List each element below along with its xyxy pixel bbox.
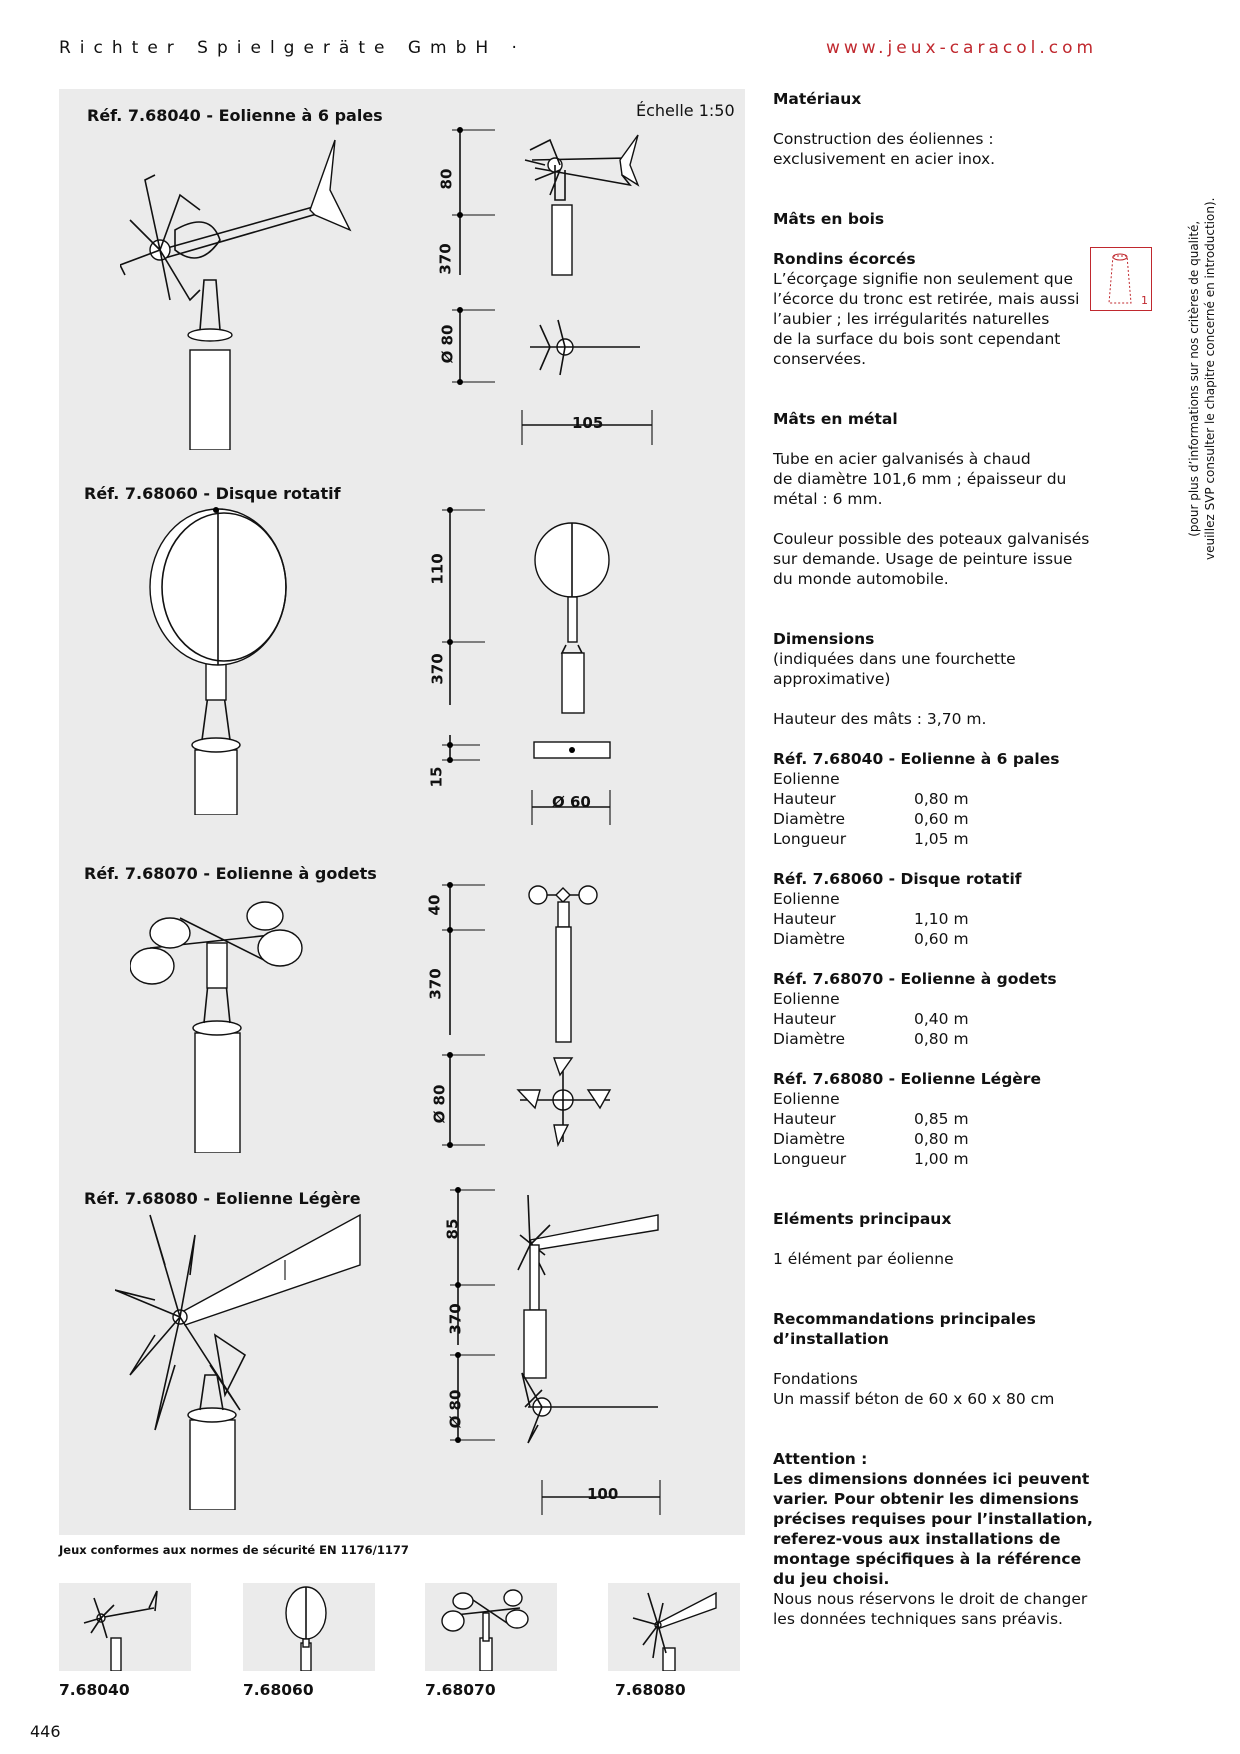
thumbnail-68080[interactable]: [608, 1583, 740, 1671]
thumbnail-label-68070: 7.68070: [425, 1681, 496, 1699]
install-heading-line: d’installation: [773, 1330, 889, 1348]
logs-text-line: L’écorçage signifie non seulement que: [773, 270, 1074, 288]
attention-line: montage spécifiques à la référence: [773, 1550, 1082, 1568]
sidenote-line: (pour plus d’informations sur nos critères de qualité,: [1187, 220, 1201, 537]
dim-thickness-15: 15: [427, 766, 446, 788]
spec-sub: Eolienne: [773, 1090, 840, 1108]
dim-diameter-80: Ø 80: [446, 1389, 465, 1429]
spec-title-68040: Réf. 7.68040 - Eolienne à 6 pales: [773, 750, 1060, 768]
cup-anemometer-tech-drawing: [430, 880, 670, 1160]
thumbnail-label-68060: 7.68060: [243, 1681, 314, 1699]
dim-height-80: 80: [437, 168, 456, 190]
thumbnail-68080-image: [608, 1583, 740, 1671]
spec-row: Hauteur 1,10 m: [773, 910, 969, 928]
windmill-6-blades-tech-drawing: [440, 120, 680, 450]
attention-line: varier. Pour obtenir les dimensions: [773, 1490, 1079, 1508]
thumbnail-68040-image: [59, 1583, 191, 1671]
logs-heading: Rondins écorcés: [773, 250, 916, 268]
dim-diameter-80: Ø 80: [430, 1084, 449, 1124]
install-text-line: Fondations: [773, 1370, 858, 1388]
thumbnail-68060-image: [243, 1583, 375, 1671]
page-number: 446: [30, 1722, 61, 1741]
rotating-disc-tech-drawing: [430, 505, 670, 835]
install-heading-line: Recommandations principales: [773, 1310, 1036, 1328]
light-windmill-perspective: [115, 1205, 365, 1510]
color-text-line: Couleur possible des poteaux galvanisés: [773, 530, 1090, 548]
thumbnail-label-68080: 7.68080: [615, 1681, 686, 1699]
spec-title-68080: Réf. 7.68080 - Eolienne Légère: [773, 1070, 1041, 1088]
windmill-6-blades-perspective: [120, 130, 360, 450]
dim-length-100: 100: [587, 1485, 619, 1503]
sidenote-line: veuillez SVP consulter le chapitre concerné en introduction).: [1203, 197, 1217, 560]
spec-sub: Eolienne: [773, 770, 840, 788]
wood-masts-heading: Mâts en bois: [773, 210, 885, 228]
website-url[interactable]: www.jeux-caracol.com: [826, 38, 1098, 58]
dim-diameter-80: Ø 80: [438, 324, 457, 364]
spec-row: Longueur 1,00 m: [773, 1150, 969, 1168]
attention-line: Attention :: [773, 1450, 868, 1468]
attention-note-line: les données techniques sans préavis.: [773, 1610, 1063, 1628]
logs-text-line: conservées.: [773, 350, 867, 368]
color-text-line: du monde automobile.: [773, 570, 949, 588]
company-name: Richter Spielgeräte GmbH ·: [59, 38, 526, 58]
ref-title-68080: Réf. 7.68080 - Eolienne Légère: [84, 1189, 361, 1208]
light-windmill-tech-drawing: [430, 1185, 680, 1515]
attention-line: Les dimensions données ici peuvent: [773, 1470, 1090, 1488]
attention-note-line: Nous nous réservons le droit de changer: [773, 1590, 1088, 1608]
logs-text-line: de la surface du bois sont cependant: [773, 330, 1061, 348]
dim-length-105: 105: [572, 414, 604, 432]
dim-diameter-60: Ø 60: [552, 793, 591, 811]
spec-row: Hauteur 0,80 m: [773, 790, 969, 808]
dim-height-110: 110: [428, 553, 447, 585]
materials-text-2: exclusivement en acier inox.: [773, 150, 996, 168]
spec-row: Diamètre 0,60 m: [773, 930, 969, 948]
dim-mast-370: 370: [446, 1303, 465, 1335]
thumbnail-label-68040: 7.68040: [59, 1681, 130, 1699]
dimensions-sub-line: (indiquées dans une fourchette: [773, 650, 1016, 668]
main-elements-text: 1 élément par éolienne: [773, 1250, 954, 1268]
metal-text-line: métal : 6 mm.: [773, 490, 883, 508]
materials-text-1: Construction des éoliennes :: [773, 130, 994, 148]
dimensions-heading: Dimensions: [773, 630, 875, 648]
logs-text-line: l’aubier ; les irrégularités naturelles: [773, 310, 1050, 328]
metal-text-line: de diamètre 101,6 mm ; épaisseur du: [773, 470, 1067, 488]
quality-criteria-sidenote: [1186, 198, 1218, 560]
spec-row: Longueur 1,05 m: [773, 830, 969, 848]
dimensions-sub-line: approximative): [773, 670, 891, 688]
spec-sub: Eolienne: [773, 890, 840, 908]
cup-anemometer-perspective: [130, 888, 310, 1153]
scale-label: Échelle 1:50: [636, 101, 735, 120]
ref-title-68070: Réf. 7.68070 - Eolienne à godets: [84, 864, 377, 883]
attention-line: referez-vous aux installations de: [773, 1530, 1061, 1548]
spec-row: Diamètre 0,60 m: [773, 810, 969, 828]
spec-row: Diamètre 0,80 m: [773, 1130, 969, 1148]
logs-text-line: l’écorce du tronc est retirée, mais aussi: [773, 290, 1080, 308]
attention-line: du jeu choisi.: [773, 1570, 890, 1588]
dim-mast-370: 370: [428, 653, 447, 685]
materials-heading: Matériaux: [773, 90, 862, 108]
ref-title-68040: Réf. 7.68040 - Eolienne à 6 pales: [87, 106, 383, 125]
icon-number: 1: [1141, 294, 1148, 307]
spec-row: Hauteur 0,40 m: [773, 1010, 969, 1028]
dim-height-40: 40: [425, 894, 444, 916]
thumbnail-68070[interactable]: [425, 1583, 557, 1671]
color-text-line: sur demande. Usage de peinture issue: [773, 550, 1073, 568]
debarked-log-icon-box: [1090, 247, 1152, 311]
dim-mast-370: 370: [436, 243, 455, 275]
spec-title-68070: Réf. 7.68070 - Eolienne à godets: [773, 970, 1057, 988]
spec-row: Diamètre 0,80 m: [773, 1030, 969, 1048]
thumbnail-68060[interactable]: [243, 1583, 375, 1671]
metal-masts-heading: Mâts en métal: [773, 410, 898, 428]
rotating-disc-perspective: [140, 505, 300, 815]
thumbnail-68070-image: [425, 1583, 557, 1671]
spec-row: Hauteur 0,85 m: [773, 1110, 969, 1128]
right-column: [773, 89, 1103, 1629]
mast-height-text: Hauteur des mâts : 3,70 m.: [773, 710, 987, 728]
spec-title-68060: Réf. 7.68060 - Disque rotatif: [773, 870, 1022, 888]
dim-height-85: 85: [443, 1218, 462, 1240]
ref-title-68060: Réf. 7.68060 - Disque rotatif: [84, 484, 341, 503]
install-text-line: Un massif béton de 60 x 60 x 80 cm: [773, 1390, 1055, 1408]
dim-mast-370: 370: [426, 968, 445, 1000]
thumbnail-68040[interactable]: [59, 1583, 191, 1671]
metal-text-line: Tube en acier galvanisés à chaud: [773, 450, 1031, 468]
attention-line: précises requises pour l’installation,: [773, 1510, 1093, 1528]
spec-sub: Eolienne: [773, 990, 840, 1008]
main-elements-heading: Eléments principaux: [773, 1210, 952, 1228]
safety-norms-note: Jeux conformes aux normes de sécurité EN 1176/1177: [59, 1543, 409, 1557]
